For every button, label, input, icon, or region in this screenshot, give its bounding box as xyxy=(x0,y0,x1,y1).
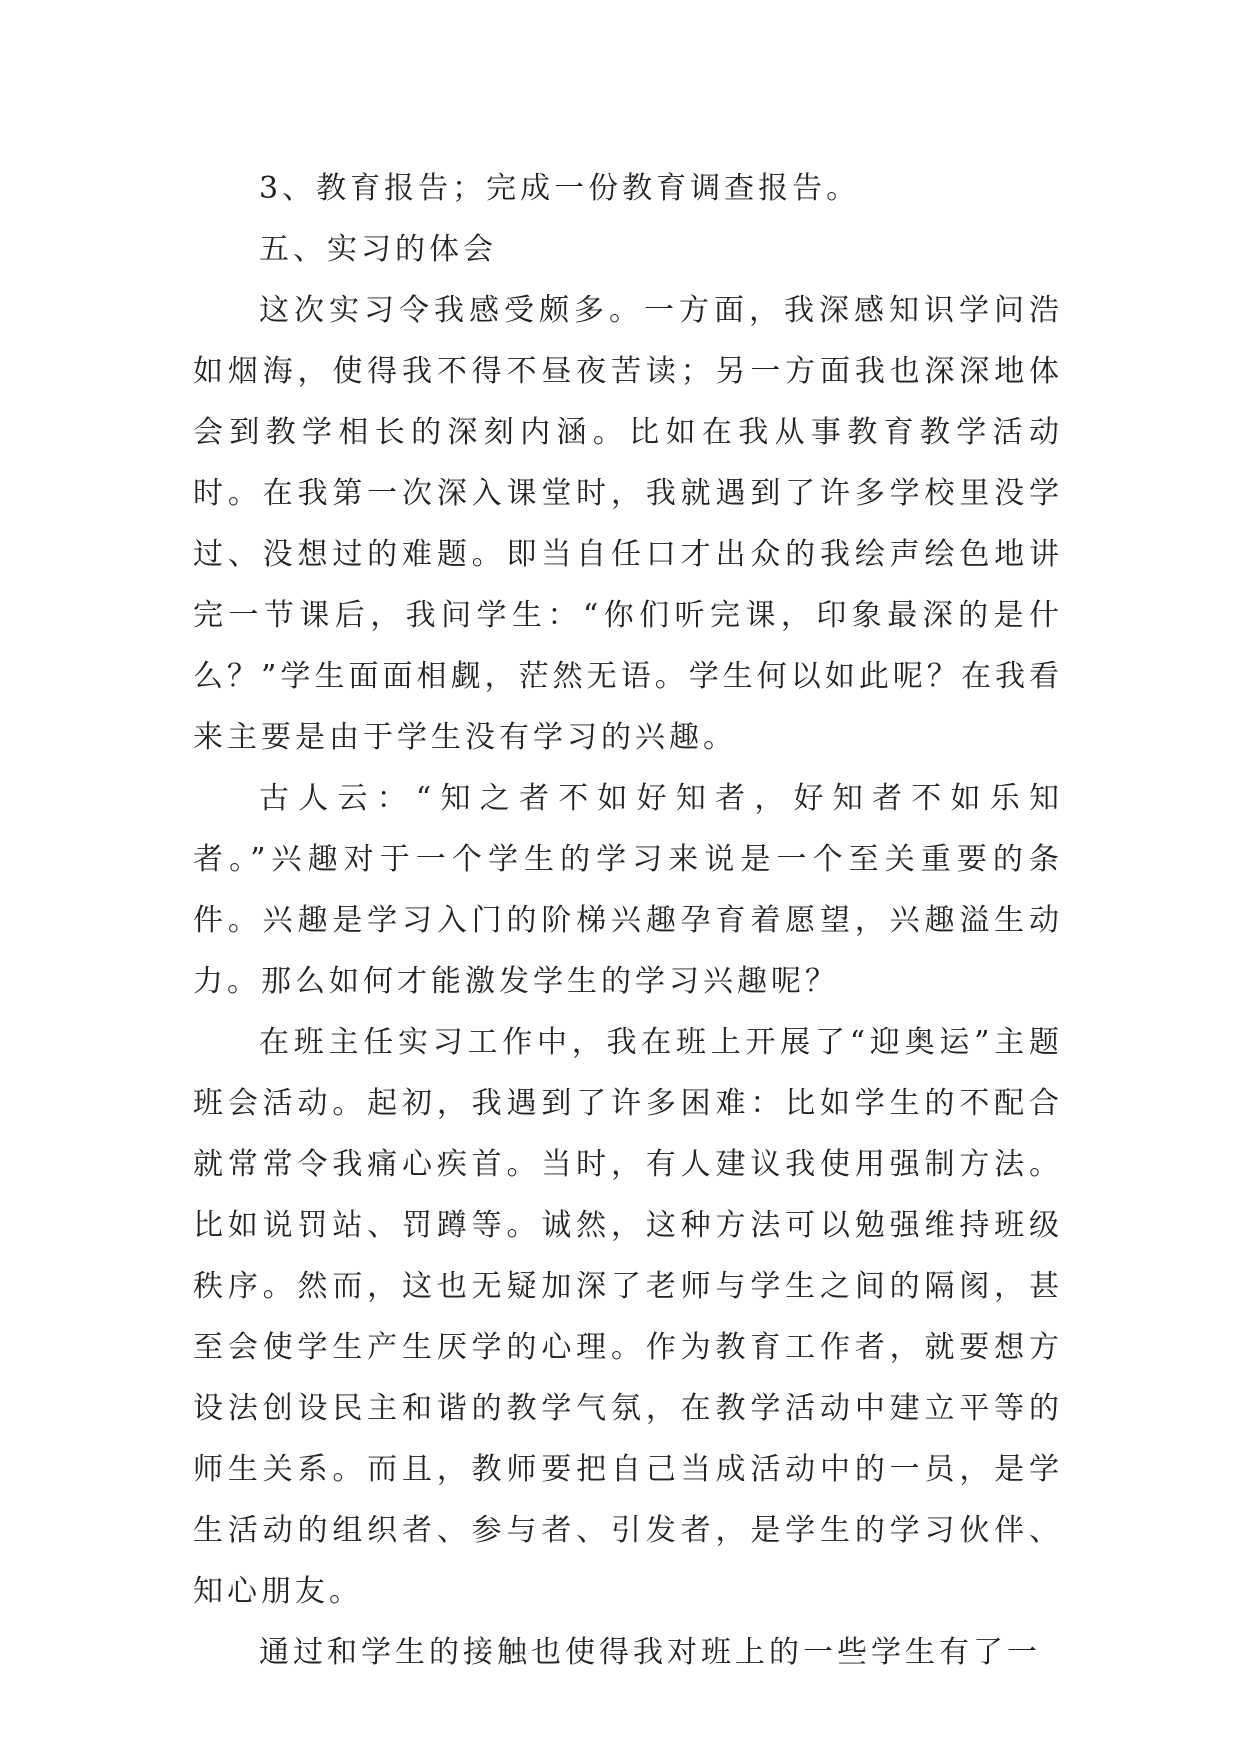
paragraph-interest-quote: 古人云：“知之者不如好知者，好知者不如乐知者。”兴趣对于一个学生的学习来说是一个至关重要的条件。兴趣是学习入门的阶梯兴趣孕育着愿望，兴趣溢生动力。那么如何才能激发学生的学习兴趣呢？ xyxy=(193,781,1063,999)
paragraph-education-report: 3、教育报告；完成一份教育调查报告。 xyxy=(259,171,861,206)
paragraph-student-contact: 通过和学生的接触也使得我对班上的一些学生有了一 xyxy=(259,1635,1041,1670)
paragraph-internship-feelings: 这次实习令我感受颇多。一方面，我深感知识学问浩如烟海，使得我不得不昼夜苦读；另一方面我也深深地体会到教学相长的深刻内涵。比如在我从事教育教学活动时。在我第一次深入课堂时，我就遇到了许多学校里没学过、没想过的难题。即当自任口才出众的我绘声绘色地讲完一节课后，我问学生：“你们听完课，印象最深的是什么？”学生面面相觑，茫然无语。学生何以如此呢？在我看来主要是由于学生没有学习的兴趣。 xyxy=(193,293,1063,755)
paragraph-class-activity: 在班主任实习工作中，我在班上开展了“迎奥运”主题班会活动。起初，我遇到了许多困难：比如学生的不配合就常常令我痛心疾首。当时，有人建议我使用强制方法。比如说罚站、罚蹲等。诚然，这种方法可以勉强维持班级秩序。然而，这也无疑加深了老师与学生之间的隔阂，甚至会使学生产生厌学的心理。作为教育工作者，就要想方设法创设民主和谐的教学气氛，在教学活动中建立平等的师生关系。而且，教师要把自己当成活动中的一员，是学生活动的组织者、参与者、引发者，是学生的学习伙伴、知心朋友。 xyxy=(193,1025,1063,1609)
body-text xyxy=(193,158,1063,1683)
section-heading-internship-reflection: 五、实习的体会 xyxy=(259,232,497,267)
